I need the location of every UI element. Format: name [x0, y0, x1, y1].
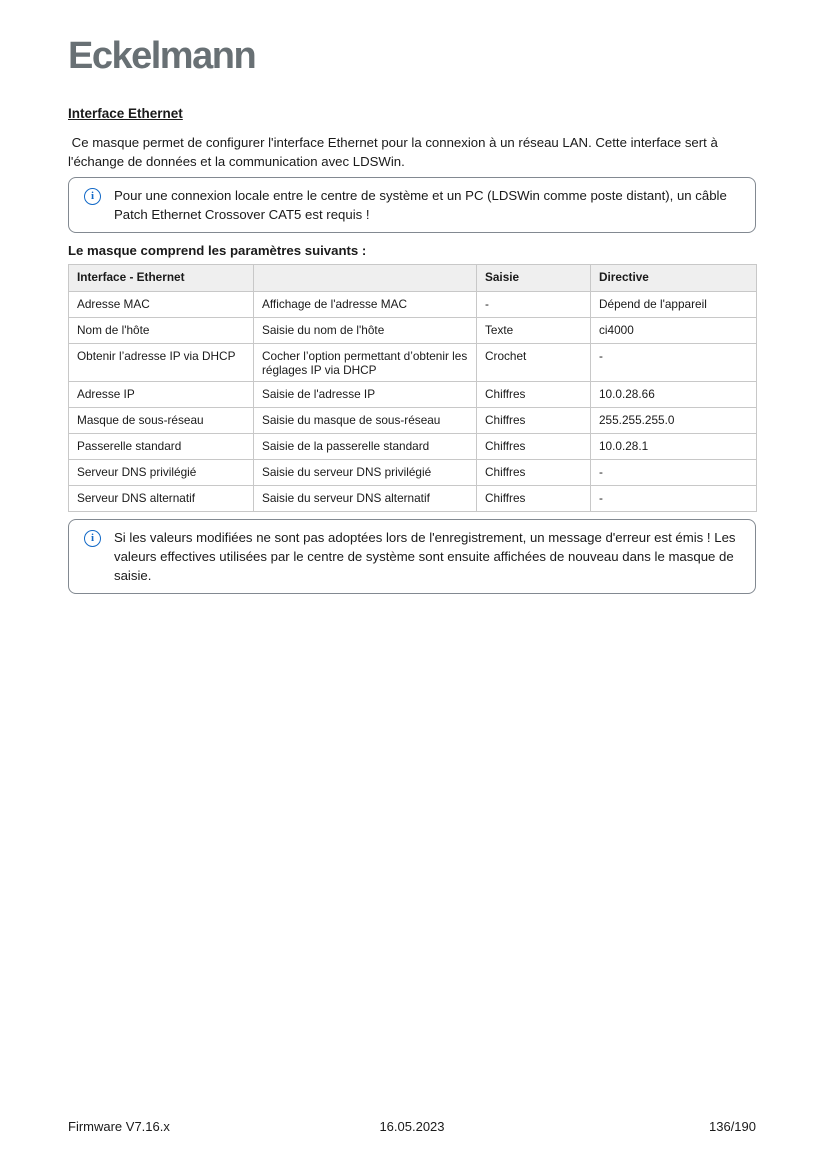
- cell-saisie: Chiffres: [477, 486, 591, 512]
- cell-desc: Cocher l’option permettant d’obtenir les réglages IP via DHCP: [254, 344, 477, 382]
- info-icon: i: [84, 188, 101, 205]
- cell-directive: ci4000: [591, 318, 757, 344]
- cell-param: Obtenir l’adresse IP via DHCP: [69, 344, 254, 382]
- table-row: [69, 486, 757, 512]
- cell-saisie: Chiffres: [477, 382, 591, 408]
- table-row: [69, 408, 757, 434]
- column-header-directive: Directive: [591, 265, 757, 292]
- info-icon: i: [84, 530, 101, 547]
- cell-param: Adresse MAC: [69, 292, 254, 318]
- footer-date: 16.05.2023: [379, 1119, 445, 1134]
- info-note-2-text: Si les valeurs modifiées ne sont pas adoptées lors de l'enregistrement, un message d'erreur est émis ! Les valeurs effectives utilisées par le centre de système sont ensuite affichées de nouveau dans le masque de saisie.: [114, 530, 736, 583]
- cell-desc: Affichage de l'adresse MAC: [254, 292, 477, 318]
- cell-directive: Dépend de l'appareil: [591, 292, 757, 318]
- page-content: [68, 0, 756, 594]
- cell-desc: Saisie de l'adresse IP: [254, 382, 477, 408]
- table-intro-label: Le masque comprend les paramètres suivants :: [68, 243, 367, 258]
- column-header-description: [254, 265, 477, 292]
- cell-directive: 10.0.28.1: [591, 434, 757, 460]
- table-header-row: [69, 265, 757, 292]
- page-title: Interface Ethernet: [68, 106, 183, 121]
- table-row: [69, 460, 757, 486]
- cell-directive: 10.0.28.66: [591, 382, 757, 408]
- info-note-1-text: Pour une connexion locale entre le centre de système et un PC (LDSWin comme poste distant), un câble Patch Ethernet Crossover CAT5 est requis !: [114, 188, 727, 222]
- cell-param: Serveur DNS privilégié: [69, 460, 254, 486]
- table-row: [69, 382, 757, 408]
- cell-param: Adresse IP: [69, 382, 254, 408]
- info-note-1: [68, 177, 756, 233]
- cell-param: Nom de l'hôte: [69, 318, 254, 344]
- cell-directive: -: [591, 344, 757, 382]
- parameters-table: [68, 264, 757, 512]
- cell-saisie: Chiffres: [477, 408, 591, 434]
- info-note-2: [68, 519, 756, 594]
- cell-saisie: Crochet: [477, 344, 591, 382]
- column-header-interface: Interface - Ethernet: [69, 265, 254, 292]
- footer-page-number: 136/190: [709, 1119, 756, 1134]
- cell-param: Serveur DNS alternatif: [69, 486, 254, 512]
- cell-param: Passerelle standard: [69, 434, 254, 460]
- column-header-saisie: Saisie: [477, 265, 591, 292]
- table-row: [69, 344, 757, 382]
- eckelmann-logo: Eckelmann: [68, 35, 256, 77]
- cell-desc: Saisie du serveur DNS privilégié: [254, 460, 477, 486]
- cell-saisie: Chiffres: [477, 434, 591, 460]
- table-row: [69, 292, 757, 318]
- table-row: [69, 318, 757, 344]
- cell-saisie: Chiffres: [477, 460, 591, 486]
- table-row: [69, 434, 757, 460]
- cell-directive: -: [591, 460, 757, 486]
- cell-desc: Saisie du serveur DNS alternatif: [254, 486, 477, 512]
- cell-param: Masque de sous-réseau: [69, 408, 254, 434]
- cell-saisie: Texte: [477, 318, 591, 344]
- cell-saisie: -: [477, 292, 591, 318]
- page-footer: [68, 1119, 756, 1135]
- footer-firmware-version: Firmware V7.16.x: [68, 1119, 170, 1134]
- cell-desc: Saisie du nom de l'hôte: [254, 318, 477, 344]
- cell-directive: -: [591, 486, 757, 512]
- cell-desc: Saisie du masque de sous-réseau: [254, 408, 477, 434]
- cell-directive: 255.255.255.0: [591, 408, 757, 434]
- intro-paragraph: Ce masque permet de configurer l'interface Ethernet pour la connexion à un réseau LAN. Cette interface sert à l'échange de données et la communication avec LDSWin.: [68, 135, 722, 169]
- cell-desc: Saisie de la passerelle standard: [254, 434, 477, 460]
